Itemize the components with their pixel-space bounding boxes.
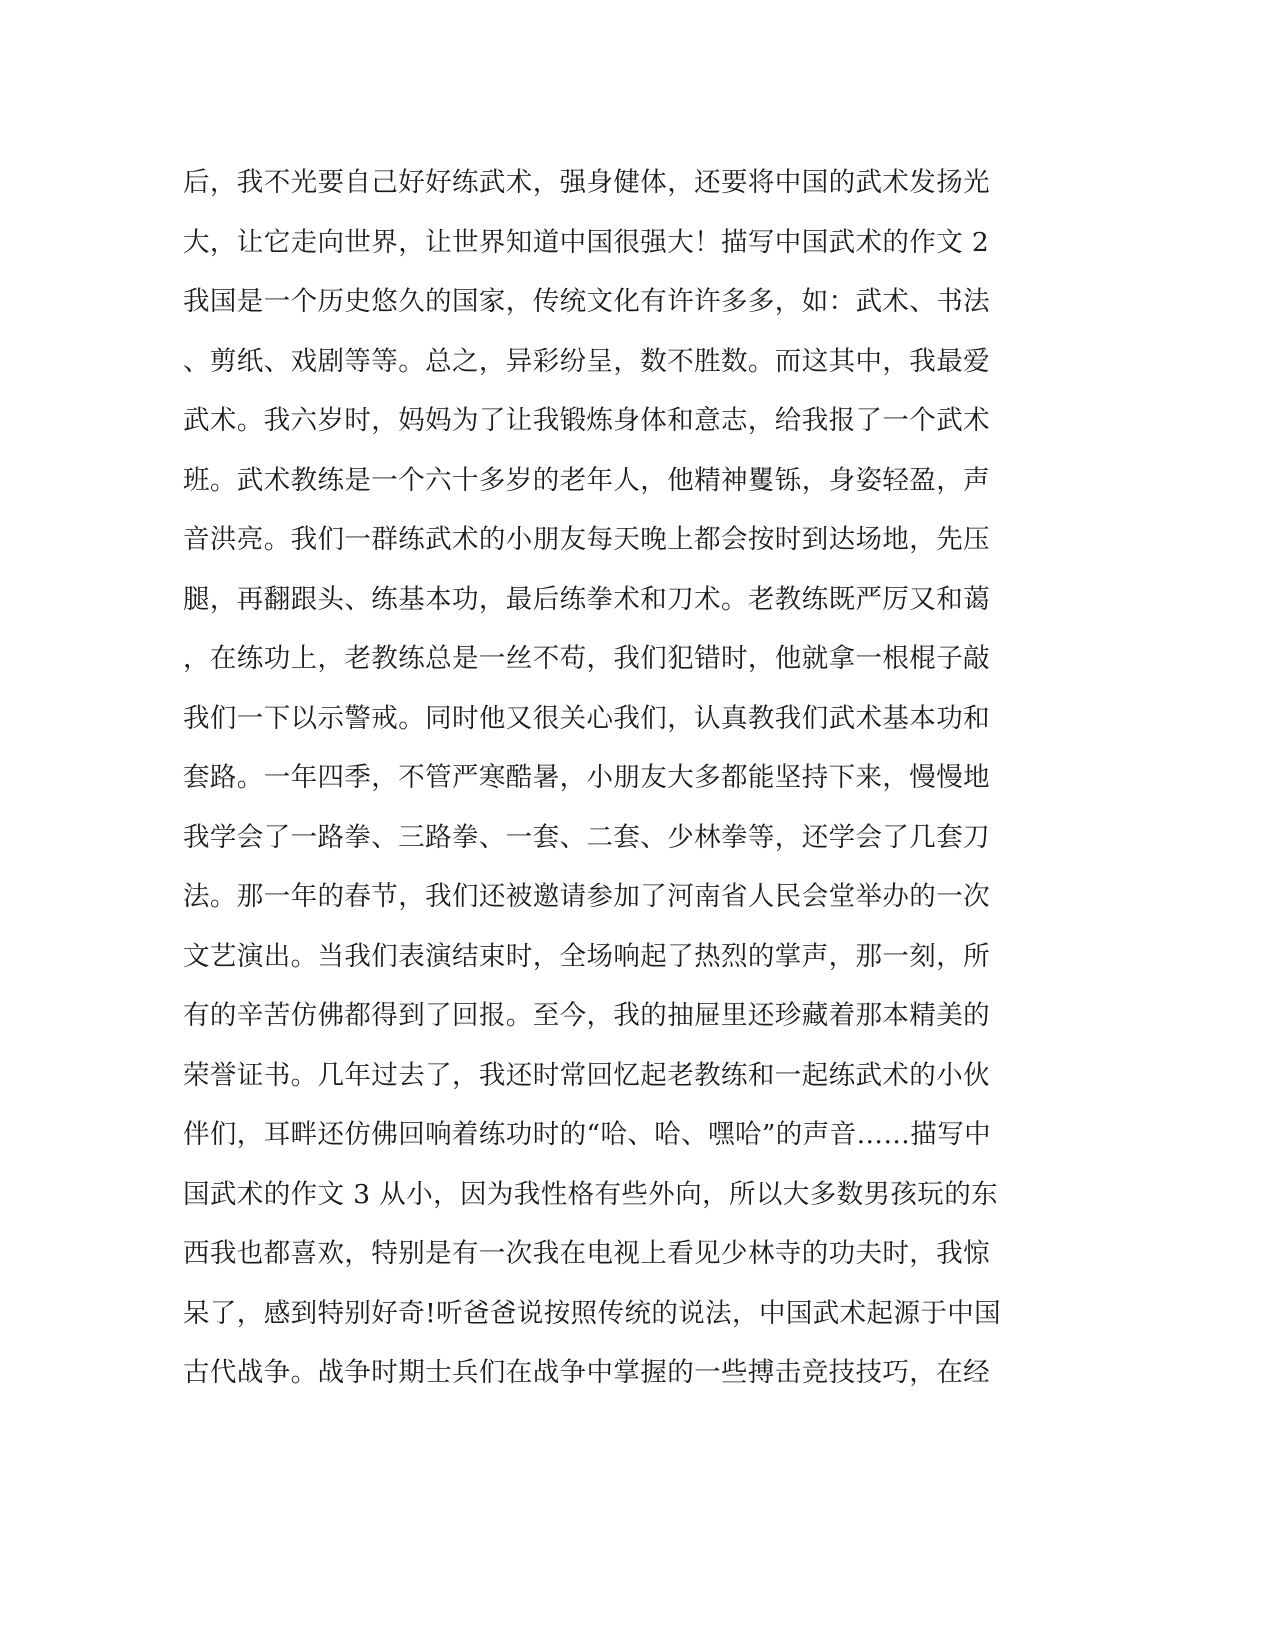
text-line: 荣誉证书。几年过去了，我还时常回忆起老教练和一起练武术的小伙 <box>183 1059 990 1091</box>
essay-body <box>183 160 1043 1410</box>
text-line: 套路。一年四季，不管严寒酷暑，小朋友大多都能坚持下来，慢慢地 <box>183 762 990 793</box>
text-line: 国武术的作文 3 从小，因为我性格有些外向，所以大多数男孩玩的东 <box>183 1178 999 1210</box>
text-line: 伴们，耳畔还仿佛回响着练功时的“哈、哈、嘿哈”的声音……描写中 <box>183 1119 991 1150</box>
text-line: 有的辛苦仿佛都得到了回报。至今，我的抽屉里还珍藏着那本精美的 <box>183 1000 990 1031</box>
text-line: 古代战争。战争时期士兵们在战争中掌握的一些搏击竞技技巧，在经 <box>183 1357 990 1388</box>
text-line: 我国是一个历史悠久的国家，传统文化有许许多多，如：武术、书法 <box>183 286 990 317</box>
text-line: 法。那一年的春节，我们还被邀请参加了河南省人民会堂举办的一次 <box>183 881 990 912</box>
text-line: ，在练功上，老教练总是一丝不苟，我们犯错时，他就拿一根棍子敲 <box>183 643 990 674</box>
text-line: 腿，再翻跟头、练基本功，最后练拳术和刀术。老教练既严厉又和蔼 <box>183 583 990 615</box>
text-line: 、剪纸、戏剧等等。总之，异彩纷呈，数不胜数。而这其中，我最爱 <box>183 345 990 377</box>
text-line: 大，让它走向世界，让世界知道中国很强大！描写中国武术的作文 2 <box>183 226 990 258</box>
text-line: 文艺演出。当我们表演结束时，全场响起了热烈的掌声，那一刻，所 <box>183 940 990 972</box>
text-line: 武术。我六岁时，妈妈为了让我锻炼身体和意志，给我报了一个武术 <box>183 405 990 436</box>
text-line: 我们一下以示警戒。同时他又很关心我们，认真教我们武术基本功和 <box>183 702 990 734</box>
text-line: 我学会了一路拳、三路拳、一套、二套、少林拳等，还学会了几套刀 <box>183 821 990 853</box>
text-line: 后，我不光要自己好好练武术，强身健体，还要将中国的武术发扬光 <box>183 167 990 198</box>
text-line: 西我也都喜欢，特别是有一次我在电视上看见少林寺的功夫时，我惊 <box>183 1238 990 1269</box>
text-line: 班。武术教练是一个六十多岁的老年人，他精神矍铄，身姿轻盈，声 <box>183 464 990 496</box>
text-line: 音洪亮。我们一群练武术的小朋友每天晚上都会按时到达场地，先压 <box>183 524 990 555</box>
text-line: 呆了，感到特别好奇!听爸爸说按照传统的说法，中国武术起源于中国 <box>183 1297 1002 1329</box>
